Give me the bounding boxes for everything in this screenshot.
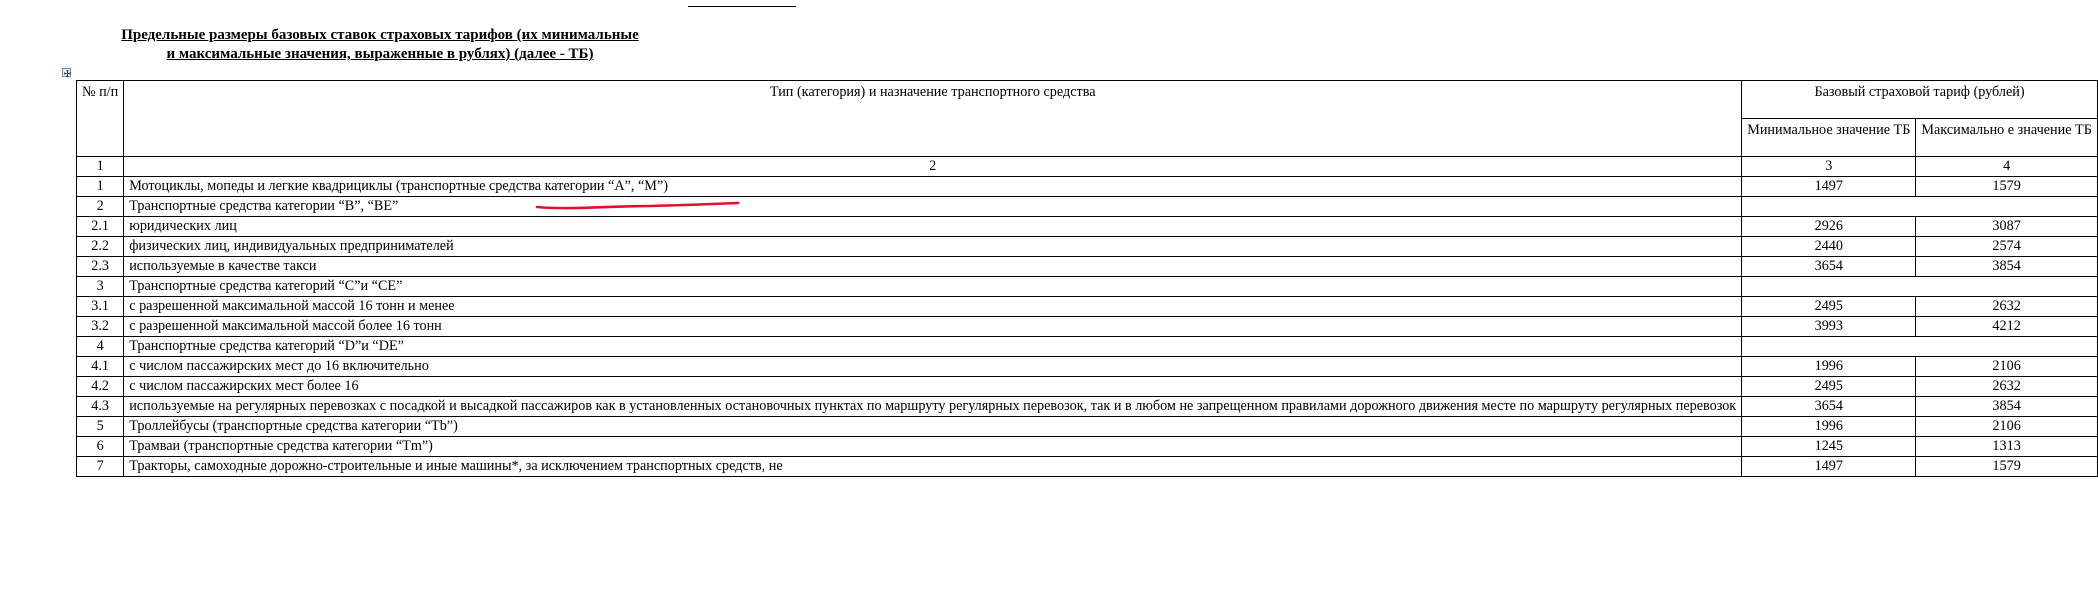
row-number: 7 [77, 457, 124, 477]
row-description: юридических лиц [124, 217, 1742, 237]
table-row [77, 197, 2098, 217]
row-number: 2.3 [77, 257, 124, 277]
row-number: 4 [77, 337, 124, 357]
row-description: с числом пассажирских мест до 16 включительно [124, 357, 1742, 377]
row-description: Транспортные средства категории “В”, “ВЕ” [124, 197, 1742, 217]
table-row [77, 217, 2098, 237]
row-max-value: 3087 [1916, 217, 2097, 237]
row-description: Мотоциклы, мопеды и легкие квадрициклы (транспортные средства категории “А”, “М”) [124, 177, 1742, 197]
table-row [77, 177, 2098, 197]
row-max-value: 3854 [1916, 397, 2097, 417]
row-number: 2.2 [77, 237, 124, 257]
row-min-value: 3993 [1742, 317, 1916, 337]
header-row [77, 81, 2098, 119]
row-description: Транспортные средства категорий “С”и “СЕ” [124, 277, 1742, 297]
column-number: 4 [1916, 157, 2097, 177]
row-min-value: 1497 [1742, 457, 1916, 477]
row-description: используемые в качестве такси [124, 257, 1742, 277]
row-number: 4.3 [77, 397, 124, 417]
table-row [77, 237, 2098, 257]
row-min-value: 1245 [1742, 437, 1916, 457]
table-row [77, 397, 2098, 417]
header-type: Тип (категория) и назначение транспортного средства [124, 81, 1742, 157]
row-min-value: 2440 [1742, 237, 1916, 257]
row-description: с разрешенной максимальной массой более 16 тонн [124, 317, 1742, 337]
row-min-value: 3654 [1742, 397, 1916, 417]
header-max: Максимально е значение ТБ [1916, 119, 2097, 157]
row-number: 1 [77, 177, 124, 197]
row-number: 5 [77, 417, 124, 437]
column-number-row [77, 157, 2098, 177]
row-min-value: 2495 [1742, 297, 1916, 317]
row-max-value: 2632 [1916, 297, 2097, 317]
document-title: Предельные размеры базовых ставок страховых тарифов (их минимальные и максимальные значения, выраженные в рублях) (далее - ТБ) [121, 27, 639, 62]
row-number: 3.1 [77, 297, 124, 317]
row-description: с числом пассажирских мест более 16 [124, 377, 1742, 397]
table-row [77, 257, 2098, 277]
header-number: № п/п [77, 81, 124, 157]
column-number: 1 [77, 157, 124, 177]
row-min-value: 1996 [1742, 357, 1916, 377]
row-max-value: 2632 [1916, 377, 2097, 397]
row-number: 2.1 [77, 217, 124, 237]
row-min-value: 3654 [1742, 257, 1916, 277]
previous-page-fragment [688, 0, 796, 7]
row-min-value: 1996 [1742, 417, 1916, 437]
row-max-value: 1579 [1916, 177, 2097, 197]
header-min: Минимальное значение ТБ [1742, 119, 1916, 157]
row-number: 3.2 [77, 317, 124, 337]
row-max-value: 2106 [1916, 417, 2097, 437]
row-description: Тракторы, самоходные дорожно-строительные и иные машины*, за исключением транспортных средств, не [124, 457, 1742, 477]
column-number: 3 [1742, 157, 1916, 177]
table-row [77, 417, 2098, 437]
row-max-value: 2106 [1916, 357, 2097, 377]
row-number: 6 [77, 437, 124, 457]
row-min-value: 1497 [1742, 177, 1916, 197]
table-row [77, 277, 2098, 297]
table-row [77, 457, 2098, 477]
row-max-value: 2574 [1916, 237, 2097, 257]
row-number: 4.1 [77, 357, 124, 377]
row-max-value: 1579 [1916, 457, 2097, 477]
row-description: используемые на регулярных перевозках с посадкой и высадкой пассажиров как в установленных остановочных пунктах по маршруту регулярных перевозок, так и в любом не запрещенном правилами дорожного движения месте по маршруту регулярных перевозок [124, 397, 1742, 417]
row-description: Троллейбусы (транспортные средства категории “Tb”) [124, 417, 1742, 437]
row-empty-values [1742, 277, 2098, 297]
row-empty-values [1742, 337, 2098, 357]
column-number: 2 [124, 157, 1742, 177]
table-row [77, 297, 2098, 317]
header-base-tariff: Базовый страховой тариф (рублей) [1742, 81, 2098, 119]
table-row [77, 377, 2098, 397]
row-min-value: 2926 [1742, 217, 1916, 237]
row-number: 4.2 [77, 377, 124, 397]
row-number: 2 [77, 197, 124, 217]
row-description: физических лиц, индивидуальных предпринимателей [124, 237, 1742, 257]
table-move-handle-icon[interactable] [62, 68, 71, 77]
table-row [77, 437, 2098, 457]
row-max-value: 1313 [1916, 437, 2097, 457]
tariff-table [76, 80, 2098, 477]
row-min-value: 2495 [1742, 377, 1916, 397]
row-max-value: 4212 [1916, 317, 2097, 337]
row-description: с разрешенной максимальной массой 16 тонн и менее [124, 297, 1742, 317]
table-row [77, 317, 2098, 337]
row-number: 3 [77, 277, 124, 297]
row-max-value: 3854 [1916, 257, 2097, 277]
table-row [77, 357, 2098, 377]
row-empty-values [1742, 197, 2098, 217]
table-row [77, 337, 2098, 357]
row-description: Транспортные средства категорий “D”и “DЕ” [124, 337, 1742, 357]
row-description: Трамваи (транспортные средства категории “Tm”) [124, 437, 1742, 457]
